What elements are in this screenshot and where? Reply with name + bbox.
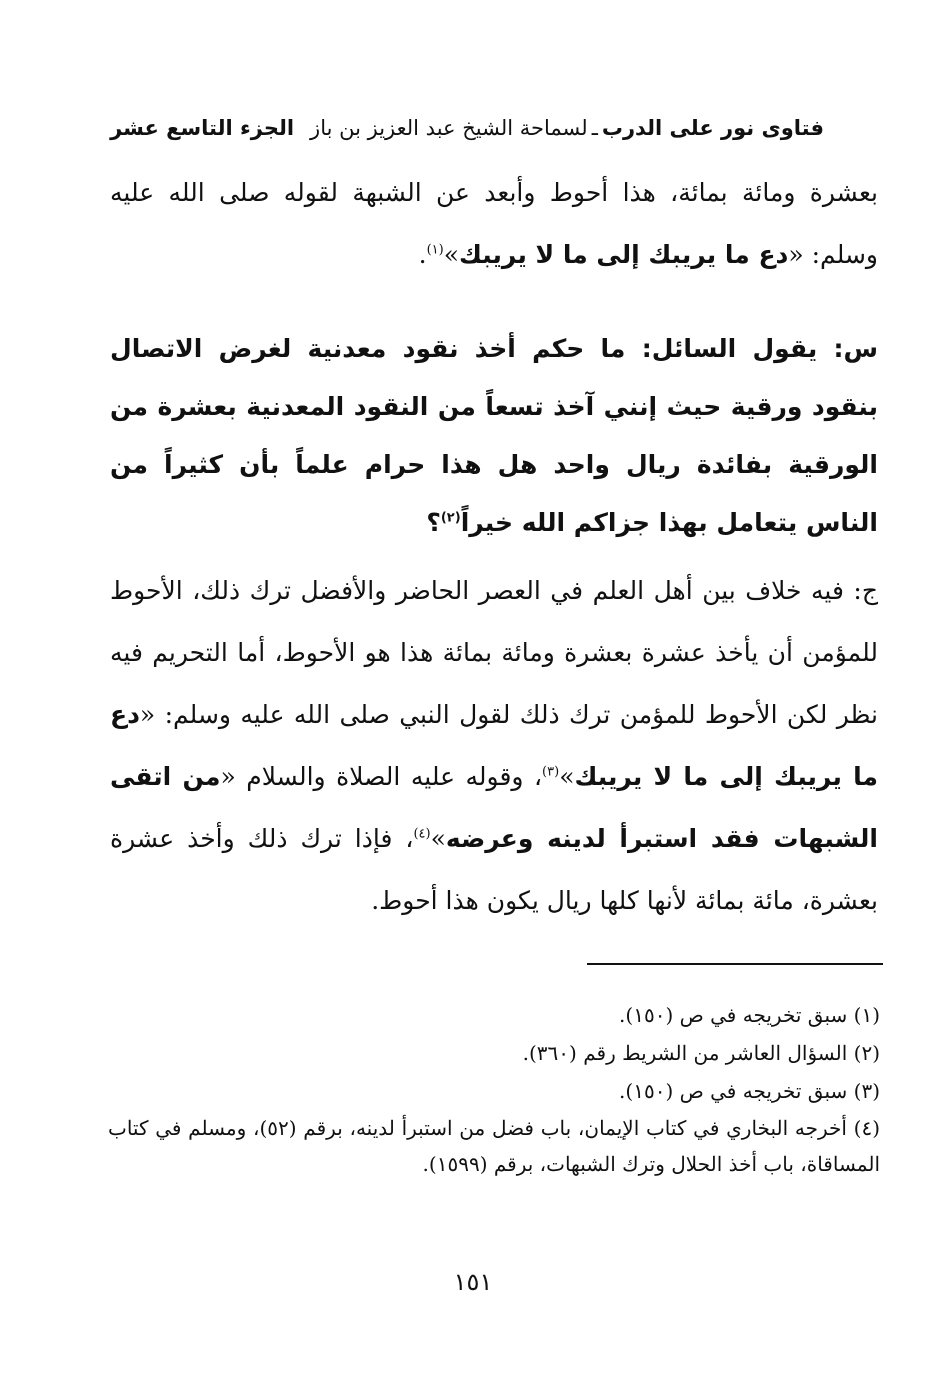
- footnote-item: (٢) السؤال العاشر من الشريط رقم (٣٦٠).: [522, 1041, 880, 1065]
- footnote-marker: (٤): [413, 826, 431, 842]
- answer-hadith-1: دع ما يريبك إلى ما لا يريبك: [110, 700, 878, 791]
- book-title: فتاوى نور على الدرب: [601, 116, 824, 140]
- page-number: ١٥١: [453, 1268, 493, 1296]
- answer-hadith-2: من اتقى الشبهات فقد استبرأ لدينه وعرضه: [110, 762, 878, 853]
- footnote-item: (١) سبق تخريجه في ص (١٥٠).: [619, 1003, 880, 1027]
- question-text: س: يقول السائل: ما حكم أخذ نقود معدنية لغرض الاتصال بنقود ورقية حيث إنني آخذ تسعاً من النقود المعدنية بعشرة من الورقية بفائدة ريال واحد هل هذا حرام علماً بأن كثيراً من الناس يتعامل بهذا جزاكم الله خيراً: [110, 334, 878, 537]
- intro-paragraph: [110, 162, 878, 286]
- question-paragraph: [110, 320, 878, 552]
- volume-label: الجزء التاسع عشر: [110, 116, 295, 140]
- intro-hadith: دع ما يريبك إلى ما لا يريبك: [459, 240, 789, 269]
- footnote-marker: (١): [426, 242, 444, 258]
- footnote-item: (٤) أخرجه البخاري في كتاب الإيمان، باب فضل من استبرأ لدينه، برقم (٥٢)، ومسلم في كتاب المساقاة، باب أخذ الحلال وترك الشبهات، برقم (١٥٩٩).: [108, 1116, 880, 1176]
- running-header: [110, 108, 824, 148]
- answer-text-2: ، وقوله عليه الصلاة والسلام «: [220, 762, 543, 791]
- footnote-item: (٣) سبق تخريجه في ص (١٥٠).: [619, 1079, 880, 1103]
- header-dash: ـ: [591, 116, 598, 140]
- footnote-separator: [587, 963, 883, 965]
- intro-end: .: [418, 240, 427, 269]
- answer-paragraph: [110, 560, 878, 932]
- answer-quote-close: »: [559, 762, 575, 791]
- footnote-marker: (٢): [440, 510, 461, 526]
- answer-text-3: ، فإذا ترك ذلك وأخذ عشرة بعشرة، مائة بمائة لأنها كلها ريال يكون هذا أحوط.: [110, 824, 878, 915]
- question-end: ؟: [426, 508, 441, 537]
- intro-text: بعشرة ومائة بمائة، هذا أحوط وأبعد عن الشبهة لقوله صلى الله عليه وسلم: «: [110, 178, 878, 269]
- footnotes: [108, 996, 880, 1182]
- answer-text: ج: فيه خلاف بين أهل العلم في العصر الحاضر والأفضل ترك ذلك، الأحوط للمؤمن أن يأخذ عشرة بعشرة ومائة بمائة هذا هو الأحوط، أما التحريم فيه نظر لكن الأحوط للمؤمن ترك ذلك لقول النبي صلى الله عليه وسلم: «: [110, 576, 878, 729]
- intro-quote-close: »: [443, 240, 460, 269]
- footnote-marker: (٣): [542, 764, 560, 780]
- book-author: لسماحة الشيخ عبد العزيز بن باز: [310, 116, 588, 140]
- answer-quote-close: »: [430, 824, 446, 853]
